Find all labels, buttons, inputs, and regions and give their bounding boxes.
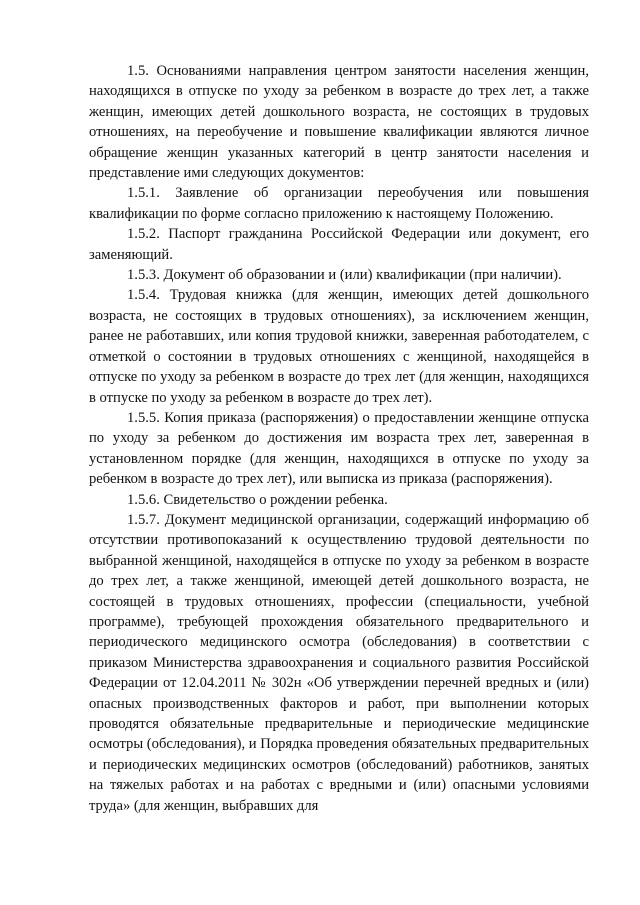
paragraph-1-5-3: 1.5.3. Документ об образовании и (или) квалификации (при наличии).: [127, 267, 562, 284]
paragraph-1-5-4: 1.5.4. Трудовая книжка (для женщин, имеющих детей дошкольного возраста, не состоящих в трудовых отношениях), за исключением женщин, ранее не работавших, или копия трудовой книжки, заверенная работодателем, с отметкой о состоянии в трудовых отношениях с женщиной, находящейся в отпуске по уходу за ребенком в возрасте до трех лет (для женщин, находящихся в отпуске по уходу за ребенком в возрасте до трех лет).: [89, 287, 589, 406]
paragraph-1-5-5: 1.5.5. Копия приказа (распоряжения) о предоставлении женщине отпуска по уходу за ребенком до достижения им возраста трех лет, заверенная в установленном порядке (для женщин, находящихся в отпуске по уходу за ребенком в возрасте до трех лет), или выписка из приказа (распоряжения).: [89, 409, 589, 488]
paragraph-1-5-2: 1.5.2. Паспорт гражданина Российской Федерации или документ, его заменяющий.: [89, 226, 589, 263]
paragraph-1-5-7: 1.5.7. Документ медицинской организации, содержащий информацию об отсутствии противопоказаний к осуществлению трудовой деятельности по выбранной женщиной, находящейся в отпуске по уходу за ребенком в возрасте до трех лет, а также женщиной, имеющей детей дошкольного возраста, не состоящей в трудовых отношениях, профессии (специальности, учебной программе), требующей прохождения обязательного предварительного и периодического медицинского осмотра (обследования) в соответствии с приказом Министерства здравоохранения и социального развития Российской Федерации от 12.04.2011 № 302н «Об утверждении перечней вредных и (или) опасных производственных факторов и работ, при выполнении которых проводятся обязательные предварительные и периодические медицинские осмотры (обследования), и Порядка проведения обязательных предварительных и периодических медицинских осмотров (обследований) работников, занятых на тяжелых работах и на работах с вредными и (или) опасными условиями труда» (для женщин, выбравших для: [89, 511, 589, 814]
document-body: [89, 61, 589, 816]
paragraph-1-5-1: 1.5.1. Заявление об организации переобучения или повышения квалификации по форме согласно приложению к настоящему Положению.: [89, 185, 589, 222]
paragraph-1-5-6: 1.5.6. Свидетельство о рождении ребенка.: [127, 491, 388, 508]
paragraph-1-5: 1.5. Основаниями направления центром занятости населения женщин, находящихся в отпуске по уходу за ребенком в возрасте до трех лет, а также женщин, имеющих детей дошкольного возраста, не состоящих в трудовых отношениях, на переобучение и повышение квалификации являются личное обращение женщин указанных категорий в центр занятости населения и представление ими следующих документов:: [89, 63, 589, 182]
